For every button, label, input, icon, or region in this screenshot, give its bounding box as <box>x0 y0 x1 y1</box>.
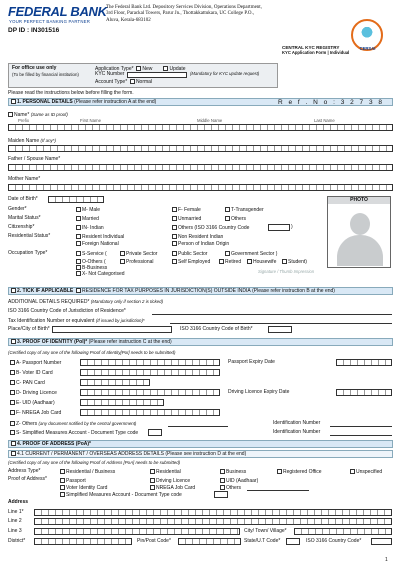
office-use-label: For office use only <box>12 65 57 71</box>
z-others-field[interactable] <box>168 426 228 427</box>
district-field[interactable] <box>34 538 132 545</box>
professional-checkbox[interactable] <box>120 259 125 264</box>
section-1-note: (Please refer instruction A at the end) <box>74 99 157 105</box>
z-others-row <box>10 421 136 428</box>
pin-field[interactable] <box>178 538 241 545</box>
dp-id: DP ID : IN301516 <box>8 27 60 34</box>
addr-unspecified-checkbox[interactable] <box>350 469 355 474</box>
addr-resbus-label: Residential / Business <box>66 469 116 475</box>
cersai-logo-text: CERSAI <box>359 46 376 51</box>
occupation-label: Occupation Type* <box>8 250 48 256</box>
poi-certified-note: (Certified copy of any one of the following Proof of Identity[PoI] needs to be submitted) <box>8 350 176 355</box>
retired-label: Retired <box>225 259 242 265</box>
dl-expiry-label: Driving Licence Expiry Date <box>228 389 290 395</box>
not-categorised-option[interactable] <box>76 271 125 278</box>
not-categorised-label: X- Not Categorised <box>82 271 125 277</box>
housewife-label: Housewife <box>253 259 277 265</box>
nrega-row <box>10 410 61 417</box>
poa-dl-checkbox[interactable] <box>150 478 155 483</box>
iso-birth-field[interactable] <box>268 326 292 333</box>
addr-unspecified-label: Unspecified <box>356 469 383 475</box>
poa-nrega-label: NREGA Job Card <box>156 485 196 491</box>
address-line3-field[interactable] <box>34 528 240 535</box>
dob-field[interactable] <box>48 196 104 203</box>
add-req-row <box>8 299 163 306</box>
poa-voter-label: Voter Identity Card <box>66 485 108 491</box>
private-label: Private Sector <box>126 251 158 257</box>
iso-country-label: ISO 3166 Country Code* <box>306 538 362 544</box>
student-checkbox[interactable] <box>282 259 287 264</box>
self-employed-label: Self Employed <box>178 259 211 265</box>
tin-note: (If issued by jurisdiction)* <box>95 318 145 323</box>
iso-birth-label: ISO 3166 Country Code of Birth* <box>180 326 253 332</box>
dob-label: Date of Birth* <box>8 196 38 202</box>
student-option[interactable] <box>282 259 307 266</box>
poa-uid-checkbox[interactable] <box>220 478 225 483</box>
bank-logo <box>8 4 107 19</box>
housewife-option[interactable] <box>247 259 276 266</box>
bank-address: The Federal Bank Ltd. Depository Services Division, Operations Department, 3rd Floor, Parackal Towers, Parur Jn., Thottakkattukara, UC College P.O., Aluva, Kerala-683102 <box>106 5 262 23</box>
occ-others-label: O-Others ( <box>82 259 106 265</box>
voter-checkbox[interactable] <box>10 370 15 375</box>
retired-option[interactable] <box>219 259 241 266</box>
state-label: State/U.T Code* <box>244 538 281 544</box>
maiden-label: Maiden Name <box>8 138 40 144</box>
father-name-field[interactable] <box>8 164 393 171</box>
prefix-label: Prefix <box>18 118 29 123</box>
addr-resbus-option[interactable] <box>60 469 115 476</box>
male-checkbox[interactable] <box>76 207 81 212</box>
pin-label: Pin/Post Code* <box>137 538 171 544</box>
female-checkbox[interactable] <box>172 207 177 212</box>
foreign-checkbox[interactable] <box>76 241 81 246</box>
maiden-note: (If any*) <box>40 138 56 143</box>
normal-label: Normal <box>135 79 153 85</box>
public-label: Public Sector <box>178 251 208 257</box>
section-2-note: (Please refer instruction B at the end) <box>252 288 335 294</box>
housewife-checkbox[interactable] <box>247 259 252 264</box>
poa-simplified-checkbox[interactable] <box>60 492 65 497</box>
transgender-option[interactable] <box>225 207 264 214</box>
unmarried-option[interactable] <box>172 216 201 223</box>
tin-field[interactable] <box>170 323 392 324</box>
married-checkbox[interactable] <box>76 216 81 221</box>
dl-number-field[interactable] <box>80 389 220 396</box>
married-label: Married <box>82 216 99 222</box>
addr-business-label: Business <box>226 469 247 475</box>
not-categorised-checkbox[interactable] <box>76 271 81 276</box>
poa-simplified-option[interactable] <box>60 492 182 499</box>
poa-nrega-checkbox[interactable] <box>150 485 155 490</box>
transgender-label: T-Transgender <box>231 207 264 213</box>
dl-expiry-field[interactable] <box>336 389 392 396</box>
new-checkbox[interactable] <box>136 66 141 71</box>
passport-checkbox[interactable] <box>10 360 15 365</box>
add-req-note: (Mandatory only if section 2 is ticked) <box>90 299 164 304</box>
addr-resbus-checkbox[interactable] <box>60 469 65 474</box>
passport-expiry-label: Passport Expiry Date <box>228 359 275 365</box>
poa-uid-option[interactable] <box>220 478 258 485</box>
state-code-field[interactable] <box>286 538 300 545</box>
poa-certified-note: (Certified copy of any one of the following Proof of Address [PoA] needs to be submitted) <box>8 460 181 465</box>
government-option[interactable] <box>225 251 277 258</box>
citizen-close-paren: ) <box>291 224 293 230</box>
s-id-number-field[interactable] <box>330 435 392 436</box>
passport-number-field[interactable] <box>80 359 220 366</box>
self-employed-option[interactable] <box>172 259 210 266</box>
voter-row <box>10 370 53 377</box>
nri-checkbox[interactable] <box>172 234 177 239</box>
passport-label: A- Passport Number <box>16 360 62 366</box>
residential-label: Residential Status* <box>8 233 51 239</box>
line2-label: Line 2 <box>8 518 22 524</box>
citizen-others-option[interactable] <box>172 225 249 232</box>
public-option[interactable] <box>172 251 207 258</box>
section-3-title: 3. PROOF OF IDENTITY (PoI)* <box>17 339 88 345</box>
voter-label: B- Voter ID Card <box>16 370 53 376</box>
private-option[interactable] <box>120 251 157 258</box>
section-2-checkbox[interactable] <box>11 288 16 293</box>
male-option[interactable] <box>76 207 100 214</box>
gender-label: Gender* <box>8 206 27 212</box>
z-others-checkbox[interactable] <box>10 421 15 426</box>
poa-others-field[interactable] <box>247 490 309 491</box>
citizenship-label: Citizenship* <box>8 224 35 230</box>
nri-option[interactable] <box>172 234 223 241</box>
address-line1-field[interactable] <box>34 509 392 516</box>
maiden-row <box>8 138 56 145</box>
section-4-header <box>8 440 393 448</box>
section-41-checkbox[interactable] <box>11 451 16 456</box>
section-2-subtitle: RESIDENCE FOR TAX PURPOSES IN JURISDICTION(S) OUTSIDE INDIA <box>82 288 251 294</box>
section-3-note: (Please refer instruction C at the end) <box>88 339 172 345</box>
passport-row <box>10 360 61 367</box>
business-label: B-Business <box>82 265 108 271</box>
retired-checkbox[interactable] <box>219 259 224 264</box>
kyc-number-label: KYC Number <box>95 71 125 77</box>
public-checkbox[interactable] <box>172 251 177 256</box>
address-type-label: Address Type* <box>8 468 41 474</box>
addr-unspecified-option[interactable] <box>350 469 382 476</box>
section-1-header <box>8 98 393 106</box>
poa-dl-option[interactable] <box>150 478 190 485</box>
bank-tagline: YOUR PERFECT BANKING PARTNER <box>9 19 91 24</box>
section-2-title: 2. TICK IF APPLICABLE <box>17 288 74 294</box>
section-41-title: 4.1 CURRENT / PERMANENT / OVERSEAS ADDRESS DETAILS <box>17 451 164 457</box>
residence-tax-checkbox[interactable] <box>76 288 81 293</box>
poa-passport-option[interactable] <box>60 478 86 485</box>
poa-others-checkbox[interactable] <box>220 485 225 490</box>
section-4-title: 4. PROOF OF ADDRESS (PoA)* <box>17 441 91 447</box>
resident-label: Resident Individual <box>82 234 125 240</box>
female-label: F- Female <box>178 207 201 213</box>
nrega-label: F- NREGA Job Card <box>16 410 62 416</box>
kyc-note: (Mandatory for KYC update request) <box>190 71 260 76</box>
office-use-panel <box>8 63 278 88</box>
marital-label: Marital Status* <box>8 215 41 221</box>
name-row <box>8 112 68 119</box>
unmarried-label: Unmarried <box>178 216 202 222</box>
poa-simplified-label: Simplified Measures Account - Document Type code <box>66 492 182 498</box>
z-id-number-field[interactable] <box>330 426 392 427</box>
addr-business-option[interactable] <box>220 469 246 476</box>
tin-row <box>8 318 145 325</box>
iso-jurisdiction-label: ISO 3166 Country Code of Jurisdiction of Residence* <box>8 308 126 314</box>
form-title: CENTRAL KYC REGISTRY <box>282 45 340 50</box>
addr-residential-checkbox[interactable] <box>150 469 155 474</box>
dl-label: D- Driving Licence <box>16 390 57 396</box>
poa-others-label: Others <box>226 485 242 491</box>
z-others-note: (any document notified by the central government) <box>38 421 137 426</box>
section-1-title: 1. PERSONAL DETAILS <box>17 99 73 105</box>
pio-checkbox[interactable] <box>172 241 177 246</box>
iso-jurisdiction-field[interactable] <box>152 314 392 315</box>
pan-label: C- PAN Card <box>16 380 45 386</box>
addr-residential-label: Residential <box>156 469 181 475</box>
poa-voter-option[interactable] <box>60 485 107 492</box>
z-id-number-label: Identification Number <box>273 420 321 426</box>
section-2-header <box>8 287 393 295</box>
business-checkbox[interactable] <box>76 265 81 270</box>
poa-passport-checkbox[interactable] <box>60 478 65 483</box>
poa-voter-checkbox[interactable] <box>60 485 65 490</box>
indian-option[interactable] <box>76 225 104 232</box>
student-label: Student) <box>288 259 307 265</box>
addr-registered-checkbox[interactable] <box>277 469 282 474</box>
last-name-label: Last Name <box>314 118 335 123</box>
occ-others-checkbox[interactable] <box>76 259 81 264</box>
professional-label: Professional <box>126 259 154 265</box>
signature-hint: Signature / Thumb Impression <box>258 269 315 274</box>
account-type <box>95 79 152 86</box>
iso-country-field[interactable] <box>371 538 392 545</box>
tin-label: Tax Identification Number or equivalent <box>8 318 95 324</box>
line1-label: Line 1* <box>8 509 24 515</box>
section-4-checkbox[interactable] <box>11 441 16 446</box>
mother-label: Mother Name* <box>8 176 41 182</box>
pan-field[interactable] <box>80 379 150 386</box>
poa-uid-label: UID (Aadhaar) <box>226 478 259 484</box>
private-checkbox[interactable] <box>120 251 125 256</box>
photo-label: PHOTO <box>328 197 390 204</box>
avatar-body-icon <box>337 235 383 266</box>
first-name-label: First Name <box>80 118 102 123</box>
married-option[interactable] <box>76 216 99 223</box>
section-41-header <box>8 450 393 458</box>
pob-label: Place/City of Birth* <box>8 326 50 332</box>
voter-id-field[interactable] <box>80 369 220 376</box>
transgender-checkbox[interactable] <box>225 207 230 212</box>
update-label: Update <box>169 66 186 72</box>
dl-row <box>10 390 57 397</box>
bank-name-text: FEDERAL BANK <box>8 4 107 19</box>
simplified-row <box>10 430 138 437</box>
nri-label: Non Resident Indian <box>178 234 224 240</box>
addr-business-checkbox[interactable] <box>220 469 225 474</box>
add-req-label: ADDITIONAL DETAILS REQUIRED* <box>8 299 90 305</box>
section-1-checkbox[interactable] <box>11 99 16 104</box>
uid-checkbox[interactable] <box>10 400 15 405</box>
poa-nrega-option[interactable] <box>150 485 195 492</box>
address-heading: Address <box>8 499 29 505</box>
name-checkbox[interactable] <box>8 112 13 117</box>
normal-checkbox[interactable] <box>130 79 135 84</box>
kyc-number-field[interactable] <box>127 72 187 78</box>
s-id-number-label: Identification Number <box>273 429 321 435</box>
foreign-option[interactable] <box>76 241 119 248</box>
marital-others-option[interactable] <box>225 216 246 223</box>
resident-checkbox[interactable] <box>76 234 81 239</box>
service-label: S-Service ( <box>82 251 107 257</box>
maiden-name-field[interactable] <box>8 145 393 152</box>
simplified-code-field[interactable] <box>148 429 162 436</box>
addr-residential-option[interactable] <box>150 469 181 476</box>
passport-expiry-field[interactable] <box>336 359 392 366</box>
simplified-checkbox[interactable] <box>10 430 15 435</box>
form-subtitle: KYC Application Form | Individual <box>282 50 350 55</box>
section-3-checkbox[interactable] <box>11 339 16 344</box>
account-type-label: Account Type* <box>95 79 128 85</box>
service-checkbox[interactable] <box>76 251 81 256</box>
name-label: Name* <box>14 112 30 118</box>
name-field[interactable] <box>8 124 393 131</box>
indian-checkbox[interactable] <box>76 225 81 230</box>
office-use-note: (To be filled by financial institution) <box>12 72 79 77</box>
uid-row <box>10 400 55 407</box>
poa-simplified-code-field[interactable] <box>214 491 228 498</box>
female-option[interactable] <box>172 207 201 214</box>
nrega-field[interactable] <box>80 409 220 416</box>
poa-dl-label: Driving Licence <box>156 478 191 484</box>
pio-label: Person of Indian Origin <box>178 241 230 247</box>
citizen-country-code-field[interactable] <box>268 224 290 231</box>
self-employed-checkbox[interactable] <box>172 259 177 264</box>
section-41-note: (Please see instruction D at the end) <box>165 451 247 457</box>
poa-passport-label: Passport <box>66 478 86 484</box>
mother-name-field[interactable] <box>8 184 393 191</box>
dl-checkbox[interactable] <box>10 390 15 395</box>
unmarried-checkbox[interactable] <box>172 216 177 221</box>
update-checkbox[interactable] <box>163 66 168 71</box>
simplified-label: S- Simplified Measures Account - Document Type code <box>16 430 139 436</box>
middle-name-label: Middle Name <box>197 118 223 123</box>
section-3-header <box>8 338 393 346</box>
citizen-others-checkbox[interactable] <box>172 225 177 230</box>
nrega-checkbox[interactable] <box>10 410 15 415</box>
marital-others-label: Others <box>231 216 247 222</box>
professional-option[interactable] <box>120 259 154 266</box>
name-note: (Same as ID proof) <box>30 112 68 117</box>
uid-field[interactable] <box>80 399 164 406</box>
pan-row <box>10 380 45 387</box>
proof-of-address-label: Proof of Address* <box>8 476 47 482</box>
ref-number: R e f . N o : 3 2 7 3 8 <box>278 99 384 106</box>
photo-box[interactable] <box>327 196 391 268</box>
pob-field[interactable] <box>52 326 172 333</box>
citizen-others-label: Others (ISO 3166 Country Code <box>178 225 250 231</box>
male-label: M- Male <box>82 207 101 213</box>
application-type-label: Application Type* <box>95 66 134 72</box>
addr-registered-label: Registered Office <box>283 469 322 475</box>
line3-label: Line 3 <box>8 528 22 534</box>
new-label: New <box>142 66 153 72</box>
father-label: Father / Spouse Name* <box>8 156 61 162</box>
service-option[interactable] <box>76 251 107 258</box>
marital-others-checkbox[interactable] <box>225 216 230 221</box>
instructions: Please read the instructions below before filling the form. <box>8 90 134 96</box>
foreign-label: Foreign National <box>82 241 119 247</box>
uid-label: E- UID (Aadhaar) <box>16 400 55 406</box>
pio-option[interactable] <box>172 241 229 248</box>
city-field[interactable] <box>294 528 392 535</box>
page-number: 1 <box>385 557 388 563</box>
district-label: District* <box>8 538 26 544</box>
city-label: City/ Town/ Village* <box>244 528 287 534</box>
government-checkbox[interactable] <box>225 251 230 256</box>
pan-checkbox[interactable] <box>10 380 15 385</box>
avatar-head-icon <box>350 213 370 235</box>
z-others-label: Z- Others <box>16 421 38 427</box>
address-line2-field[interactable] <box>34 518 392 525</box>
government-label: Government Sector ) <box>231 251 278 257</box>
addr-registered-option[interactable] <box>277 469 322 476</box>
indian-label: IN- Indian <box>82 225 104 231</box>
resident-option[interactable] <box>76 234 124 241</box>
